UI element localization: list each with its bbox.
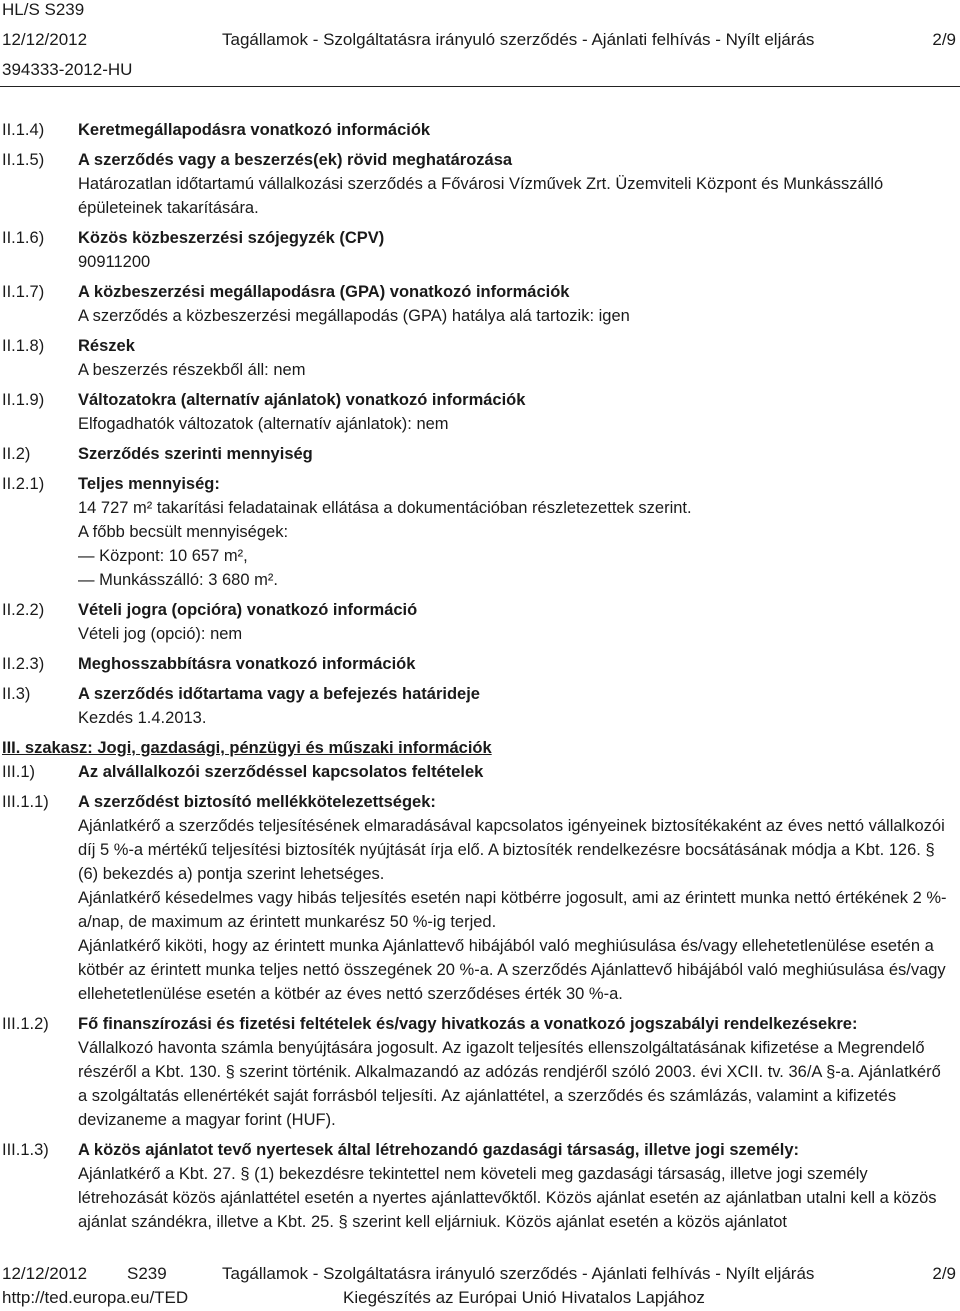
section-heading: A szerződés időtartama vagy a befejezés határideje — [78, 685, 480, 703]
section-text: Vételi jog (opció): nem — [78, 625, 243, 643]
section-II-1-6 — [0, 226, 960, 274]
section-number: II.1.5) — [2, 151, 45, 169]
footer-title: Tagállamok - Szolgáltatásra irányuló szerződés - Ajánlati felhívás - Nyílt eljárás — [222, 1264, 815, 1283]
header-rule — [0, 86, 960, 87]
section-II-1-8 — [0, 334, 960, 382]
footer-url[interactable]: http://ted.europa.eu/TED — [2, 1288, 189, 1307]
header-notice-id: 394333-2012-HU — [2, 60, 133, 79]
section-II-1-9 — [0, 388, 960, 436]
section-number: II.1.6) — [2, 229, 45, 247]
section-heading: Vételi jogra (opcióra) vonatkozó információ — [78, 601, 418, 619]
section-text: 14 727 m² takarítási feladatainak ellátása a dokumentációban részletezettek szerint. — [78, 499, 692, 517]
section-II-1-4 — [0, 118, 960, 142]
section-II-2-3 — [0, 652, 960, 676]
header-date: 12/12/2012 — [2, 30, 88, 49]
section-III-1-2 — [0, 1012, 960, 1132]
list-item: — Központ: 10 657 m², — [78, 547, 248, 565]
section-paragraph: Ajánlatkérő a Kbt. 27. § (1) bekezdésre tekintettel nem követeli meg gazdasági társaság, illetve jogi személy létrehozását közös ajánlattétel esetén a nyertes ajánlattevőktől. Közös ajánlat esetén az ajánlatban utalni kell a közös ajánlat szándékra, illetve a Kbt. 25. § szerint kell eljárniuk. Közös ajánlat esetén a közös ajánlatot — [78, 1165, 937, 1231]
section-text: Kezdés 1.4.2013. — [78, 709, 207, 727]
footer-date: 12/12/2012 — [2, 1264, 88, 1283]
section-heading: Meghosszabbításra vonatkozó információk — [78, 655, 416, 673]
section-II-2 — [0, 442, 960, 466]
section-number: II.2.3) — [2, 655, 45, 673]
header-doc-code: HL/S S239 — [2, 0, 85, 19]
section-number: II.1.8) — [2, 337, 45, 355]
section-heading: A szerződést biztosító mellékkötelezettségek: — [78, 793, 436, 811]
section-III-1-3 — [0, 1138, 960, 1234]
section-heading: Szerződés szerinti mennyiség — [78, 445, 313, 463]
section-paragraph: Ajánlatkérő késedelmes vagy hibás teljesítés esetén napi kötbérre jogosult, ami az érintett munka nettó értékének 2 %-a/nap, de maximum az érintett munkarész 50 %-ig terjed. — [78, 889, 947, 931]
section-II-1-7 — [0, 280, 960, 328]
section-text: Határozatlan időtartamú vállalkozási szerződés a Fővárosi Vízművek Zrt. Üzemviteli Központ és Munkásszálló épületeinek takarítására. — [78, 175, 884, 217]
section-number: II.1.4) — [2, 121, 45, 139]
section-number: II.1.9) — [2, 391, 45, 409]
document-body — [0, 118, 960, 1234]
section-paragraph: Vállalkozó havonta számla benyújtására jogosult. Az igazolt teljesítés ellenszolgáltatásának kifizetése a Megrendelő részéről a Kbt. 130. § szerint történik. Alkalmazandó az adózás rendjéről szóló 2003. évi XCII. tv. 36/A §-a. Ajánlatkérő a szolgáltatás ellenértékét saját forrásból teljesíti. Az ajánlattétel, a szerződés és számlázás, valamint a kifizetés devizaneme a magyar forint (HUF). — [78, 1039, 941, 1129]
section-heading: Közös közbeszerzési szójegyzék (CPV) — [78, 229, 385, 247]
section-number: III.1.2) — [2, 1015, 49, 1033]
footer-publisher: Kiegészítés az Európai Unió Hivatalos Lapjához — [343, 1288, 705, 1307]
section-number: II.2) — [2, 445, 31, 463]
cpv-code: 90911200 — [78, 253, 151, 271]
section-heading: Teljes mennyiség: — [78, 475, 220, 493]
section-text: Elfogadhatók változatok (alternatív ajánlatok): nem — [78, 415, 449, 433]
section-heading: Részek — [78, 337, 135, 355]
list-item: — Munkásszálló: 3 680 m². — [78, 571, 278, 589]
section-number: II.2.2) — [2, 601, 45, 619]
section-text: A beszerzés részekből áll: nem — [78, 361, 306, 379]
section-III-1 — [0, 760, 960, 784]
section-number: III.1.3) — [2, 1141, 49, 1159]
section-III-1-1 — [0, 790, 960, 1006]
section-number: II.2.1) — [2, 475, 45, 493]
section-number: III.1) — [2, 763, 36, 781]
section-heading: Az alvállalkozói szerződéssel kapcsolatos feltételek — [78, 763, 484, 781]
section-heading: Keretmegállapodásra vonatkozó információk — [78, 121, 431, 139]
section-paragraph: Ajánlatkérő kiköti, hogy az érintett munka Ajánlattevő hibájából való meghiúsulása és/vagy ellehetetlenülése esetén a kötbér az érintett munka teljes nettó összegének 20 %-a. A szerződés Ajánlattevő hibájából való meghiúsulása és/vagy ellehetetlenülése esetén a kötbér az éves nettó szerződéses érték 30 %-a. — [78, 937, 946, 1003]
section-heading: A szerződés vagy a beszerzés(ek) rövid meghatározása — [78, 151, 513, 169]
section-paragraph: Ajánlatkérő a szerződés teljesítésének elmaradásával kapcsolatos igényeinek biztosítékaként az éves nettó vállalkozói díj 5 %-a mértékű teljesítési biztosíték nyújtását írja elő. A biztosíték rendelkezésre bocsátásának módja a Kbt. 126. § (6) bekezdés a) pontja szerint lehetséges. — [78, 817, 945, 883]
section-number: II.3) — [2, 685, 31, 703]
section-II-1-5 — [0, 148, 960, 220]
section-II-2-2 — [0, 598, 960, 646]
footer-page: 2/9 — [932, 1264, 956, 1283]
section-heading: Változatokra (alternatív ajánlatok) vonatkozó információk — [78, 391, 526, 409]
section-text: A főbb becsült mennyiségek: — [78, 523, 289, 541]
section-heading: A közbeszerzési megállapodásra (GPA) vonatkozó információk — [78, 283, 570, 301]
section-heading: A közös ajánlatot tevő nyertesek által létrehozandó gazdasági társaság, illetve jogi személy: — [78, 1141, 800, 1159]
footer-issue: S239 — [127, 1264, 167, 1283]
section-number: III.1.1) — [2, 793, 49, 811]
header-title: Tagállamok - Szolgáltatásra irányuló szerződés - Ajánlati felhívás - Nyílt eljárás — [222, 30, 815, 49]
page-footer — [0, 1262, 960, 1310]
page-header — [0, 0, 960, 79]
header-page: 2/9 — [932, 30, 956, 49]
section-text: A szerződés a közbeszerzési megállapodás (GPA) hatálya alá tartozik: igen — [78, 307, 630, 325]
section-II-2-1 — [0, 472, 960, 592]
section-heading: Fő finanszírozási és fizetési feltételek és/vagy hivatkozás a vonatkozó jogszabályi rendelkezésekre: — [78, 1015, 858, 1033]
part-III-title: III. szakasz: Jogi, gazdasági, pénzügyi és műszaki információk — [2, 739, 492, 757]
section-number: II.1.7) — [2, 283, 45, 301]
section-II-3 — [0, 682, 960, 730]
